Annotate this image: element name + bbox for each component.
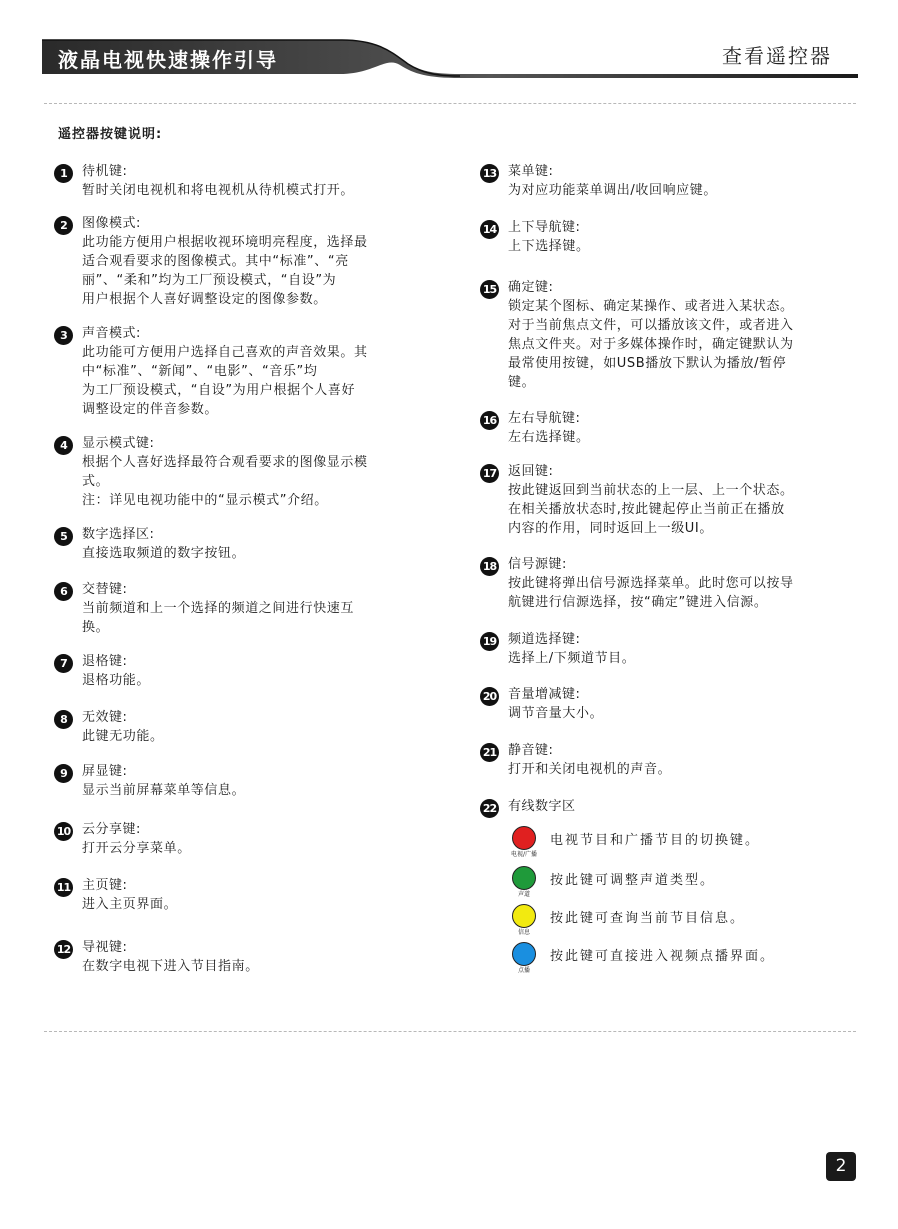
key-item xyxy=(54,526,434,581)
key-item xyxy=(54,215,434,325)
red-button-description: 电视节目和广播节目的切换键。 xyxy=(550,833,761,848)
key-title: 声音模式: xyxy=(82,326,141,341)
key-item xyxy=(54,877,434,939)
key-description: 调节音量大小。 xyxy=(508,706,604,721)
yellow-button-label: 信息 xyxy=(517,929,530,936)
number-badge-icon: 15 xyxy=(480,280,499,299)
key-title: 数字选择区: xyxy=(82,527,155,542)
key-title: 显示模式键: xyxy=(82,436,155,451)
yellow-button-icon[interactable] xyxy=(512,904,536,928)
number-badge-icon: 21 xyxy=(480,743,499,762)
key-title: 返回键: xyxy=(508,464,554,479)
key-title: 无效键: xyxy=(82,710,128,725)
key-title: 云分享键: xyxy=(82,822,141,837)
number-badge-icon: 4 xyxy=(54,436,73,455)
number-badge-icon: 17 xyxy=(480,464,499,483)
number-badge-icon: 16 xyxy=(480,411,499,430)
number-badge-icon: 22 xyxy=(480,799,499,818)
page-number: 2 xyxy=(826,1152,856,1181)
red-button-icon[interactable] xyxy=(512,826,536,850)
key-item xyxy=(54,821,434,877)
key-description: 打开和关闭电视机的声音。 xyxy=(508,762,672,777)
number-badge-icon: 8 xyxy=(54,710,73,729)
key-item xyxy=(480,798,850,822)
red-button-label: 电视/广播 xyxy=(510,851,538,858)
key-description: 直接选取频道的数字按钮。 xyxy=(82,546,246,561)
number-badge-icon: 6 xyxy=(54,582,73,601)
number-badge-icon: 3 xyxy=(54,326,73,345)
number-badge-icon: 13 xyxy=(480,164,499,183)
number-badge-icon: 20 xyxy=(480,687,499,706)
key-item xyxy=(480,279,850,410)
key-description: 锁定某个图标、确定某操作、或者进入某状态。 对于当前焦点文件，可以播放该文件，或者进入 焦点文件夹。对于多媒体操作时，确定键默认为 最常使用按键，如USB播放下默认为播放/暂停 键。 xyxy=(508,299,794,390)
key-description: 此键无功能。 xyxy=(82,729,164,744)
key-item xyxy=(54,939,434,989)
number-badge-icon: 2 xyxy=(54,216,73,235)
key-title: 静音键: xyxy=(508,743,554,758)
key-item xyxy=(480,686,850,742)
number-badge-icon: 12 xyxy=(54,940,73,959)
number-badge-icon: 7 xyxy=(54,654,73,673)
key-description: 选择上/下频道节目。 xyxy=(508,651,636,666)
key-item xyxy=(54,763,434,821)
key-item xyxy=(480,163,850,219)
key-title: 退格键: xyxy=(82,654,128,669)
key-description: 当前频道和上一个选择的频道之间进行快速互 换。 xyxy=(82,601,355,635)
key-description: 根据个人喜好选择最符合观看要求的图像显示模 式。 注：详见电视功能中的“显示模式”介绍。 xyxy=(82,455,368,508)
page-header xyxy=(40,38,858,80)
bottom-divider xyxy=(44,1031,856,1032)
green-button-label: 声道 xyxy=(517,891,530,898)
key-title: 导视键: xyxy=(82,940,128,955)
key-description: 按此键将弹出信号源选择菜单。此时您可以按导 航键进行信源选择，按“确定”键进入信源。 xyxy=(508,576,794,610)
key-title: 待机键: xyxy=(82,164,128,179)
key-item xyxy=(480,742,850,798)
key-description: 上下选择键。 xyxy=(508,239,590,254)
number-badge-icon: 18 xyxy=(480,557,499,576)
number-badge-icon: 10 xyxy=(54,822,73,841)
key-description: 显示当前屏幕菜单等信息。 xyxy=(82,783,246,798)
key-item xyxy=(54,709,434,763)
key-title: 音量增减键: xyxy=(508,687,581,702)
left-key-list xyxy=(54,163,434,989)
key-description: 为对应功能菜单调出/收回响应键。 xyxy=(508,183,717,198)
key-item xyxy=(54,653,434,709)
key-description: 左右选择键。 xyxy=(508,430,590,445)
key-item xyxy=(54,581,434,653)
green-button-icon[interactable] xyxy=(512,866,536,890)
key-item xyxy=(480,631,850,686)
key-title: 确定键: xyxy=(508,280,554,295)
right-key-list xyxy=(480,163,850,822)
key-title: 菜单键: xyxy=(508,164,554,179)
number-badge-icon: 14 xyxy=(480,220,499,239)
key-title: 频道选择键: xyxy=(508,632,581,647)
key-item xyxy=(54,163,434,215)
key-description: 按此键返回到当前状态的上一层、上一个状态。 在相关播放状态时,按此键起停止当前正在播放 内容的作用，同时返回上一级UI。 xyxy=(508,483,794,536)
key-description: 此功能方便用户根据收视环境明亮程度，选择最 适合观看要求的图像模式。其中“标准”、“亮 丽”、“柔和”均为工厂预设模式，“自设”为 用户根据个人喜好调整设定的图像参数。 xyxy=(82,235,368,307)
key-item xyxy=(480,556,850,631)
header-title: 液晶电视快速操作引导 xyxy=(58,48,278,72)
number-badge-icon: 19 xyxy=(480,632,499,651)
key-title: 主页键: xyxy=(82,878,128,893)
yellow-button-description: 按此键可查询当前节目信息。 xyxy=(550,911,746,926)
key-item xyxy=(480,463,850,556)
blue-button-description: 按此键可直接进入视频点播界面。 xyxy=(550,949,776,964)
number-badge-icon: 1 xyxy=(54,164,73,183)
key-title: 屏显键: xyxy=(82,764,128,779)
key-description: 进入主页界面。 xyxy=(82,897,178,912)
section-title: 查看遥控器 xyxy=(722,44,832,68)
green-button-description: 按此键可调整声道类型。 xyxy=(550,873,716,888)
key-item xyxy=(480,410,850,463)
key-description: 此功能可方便用户选择自己喜欢的声音效果。其 中“标准”、“新闻”、“电影”、“音乐”均 为工厂预设模式，“自设”为用户根据个人喜好 调整设定的伴音参数。 xyxy=(82,345,368,417)
key-description: 退格功能。 xyxy=(82,673,151,688)
blue-button-icon[interactable] xyxy=(512,942,536,966)
key-description: 在数字电视下进入节目指南。 xyxy=(82,959,259,974)
blue-button-label: 点播 xyxy=(517,967,530,974)
key-item xyxy=(480,219,850,279)
key-item xyxy=(54,435,434,526)
key-description: 暂时关闭电视机和将电视机从待机模式打开。 xyxy=(82,183,355,198)
intro-heading: 遥控器按键说明: xyxy=(58,127,163,142)
top-divider xyxy=(44,103,856,104)
key-item xyxy=(54,325,434,435)
key-title: 交替键: xyxy=(82,582,128,597)
key-title: 信号源键: xyxy=(508,557,567,572)
number-badge-icon: 11 xyxy=(54,878,73,897)
key-title: 上下导航键: xyxy=(508,220,581,235)
key-description: 打开云分享菜单。 xyxy=(82,841,191,856)
key-title: 左右导航键: xyxy=(508,411,581,426)
number-badge-icon: 5 xyxy=(54,527,73,546)
key-title: 有线数字区 xyxy=(508,799,576,814)
key-title: 图像模式: xyxy=(82,216,141,231)
number-badge-icon: 9 xyxy=(54,764,73,783)
